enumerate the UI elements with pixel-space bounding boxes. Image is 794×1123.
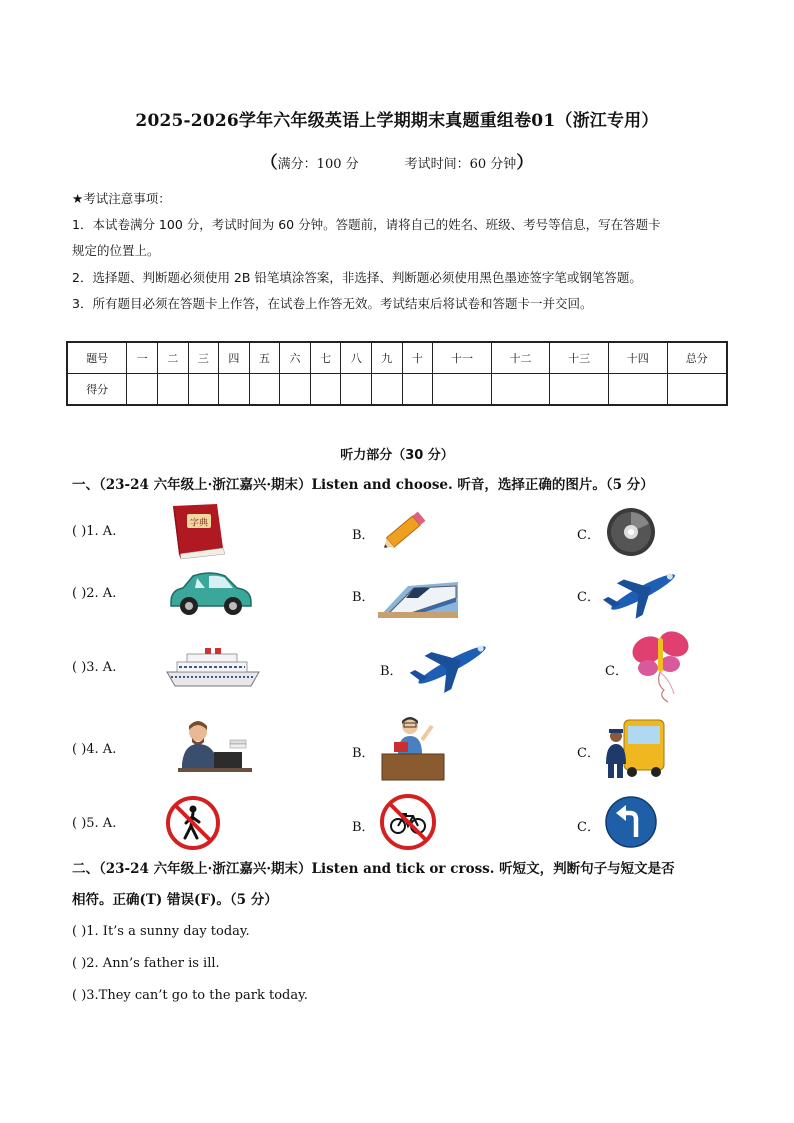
score-cell[interactable] [491, 374, 550, 406]
tf-item-1: ( )1. It’s a sunny day today. [72, 924, 250, 939]
score-table-score-row [67, 374, 727, 406]
note-1-cont: 规定的位置上。 [72, 243, 160, 258]
full-score: 满分：100 分 [277, 157, 359, 172]
score-cell[interactable] [249, 374, 280, 406]
score-cell[interactable] [341, 374, 372, 406]
notes-heading: ★考试注意事项： [72, 191, 171, 206]
score-cell[interactable] [188, 374, 219, 406]
page-title: 2025-2026学年六年级英语上学期期末真题重组卷01（浙江专用） [135, 111, 659, 131]
turn-left-sign-icon[interactable] [604, 795, 658, 849]
part2-heading-line2: 相符。正确(T) 错误(F)。（5 分） [72, 892, 278, 908]
teacher-icon[interactable] [380, 712, 446, 782]
score-cell[interactable] [608, 374, 667, 406]
plane-icon[interactable] [408, 638, 496, 692]
q2-option-b: B． [352, 590, 375, 605]
note-1: 1．本试卷满分 100 分，考试时间为 60 分钟。答题前，请将自己的姓名、班级、考号等信息，写在答题卡 [72, 217, 661, 232]
q3-option-b: B． [380, 664, 403, 679]
note-2: 2．选择题、判断题必须使用 2B 铅笔填涂答案，非选择、判断题必须使用黑色墨迹签字笔或钢笔答题。 [72, 270, 642, 285]
ship-icon[interactable] [165, 646, 261, 690]
exam-time: 考试时间：60 分钟 [404, 157, 517, 172]
paren-close: ） [516, 153, 534, 173]
header-cell: 四 [219, 342, 250, 374]
q5-label: ( )5. A. [72, 816, 117, 831]
note-3: 3．所有题目必须在答题卡上作答，在试卷上作答无效。考试结束后将试卷和答题卡一并交回。 [72, 296, 593, 311]
q5-option-b: B． [352, 820, 375, 835]
bus-driver-icon[interactable] [604, 716, 666, 780]
q3-option-c: C． [605, 664, 628, 679]
score-cell[interactable] [667, 374, 727, 406]
q2-option-c: C． [577, 590, 600, 605]
part2-heading-line1: 二、（23-24 六年级上·浙江嘉兴·期末）Listen and tick or cross. 听短文，判断句子与短文是否 [72, 861, 675, 877]
q5-option-c: C． [577, 820, 600, 835]
score-cell[interactable] [372, 374, 403, 406]
car-icon[interactable] [165, 568, 255, 618]
tf-item-2: ( )2. Ann’s father is ill. [72, 956, 220, 971]
score-cell[interactable] [127, 374, 158, 406]
no-pedestrian-sign-icon[interactable] [166, 796, 220, 850]
office-worker-icon[interactable] [170, 718, 252, 780]
svg-text:字典: 字典 [189, 518, 209, 529]
header-cell: 九 [372, 342, 403, 374]
score-cell[interactable] [402, 374, 433, 406]
header-cell: 十三 [550, 342, 609, 374]
score-cell[interactable] [550, 374, 609, 406]
q4-label: ( )4. A. [72, 742, 117, 757]
section-title: 听力部分（30 分） [340, 448, 454, 463]
pencil-icon[interactable] [378, 508, 430, 554]
header-cell: 十四 [608, 342, 667, 374]
score-table-header-row [67, 342, 727, 374]
score-cell[interactable] [219, 374, 250, 406]
q1-option-c: C． [577, 528, 600, 543]
q1-option-b: B． [352, 528, 375, 543]
score-cell[interactable] [280, 374, 311, 406]
q3-label: ( )3. A. [72, 660, 117, 675]
tf-item-3: ( )3.They can’t go to the park today. [72, 988, 308, 1003]
header-cell: 十 [402, 342, 433, 374]
paren-open: （ [260, 153, 278, 173]
q4-option-c: C． [577, 746, 600, 761]
dictionary-icon[interactable] [165, 502, 227, 560]
q2-label: ( )2. A. [72, 586, 117, 601]
plane-icon[interactable] [602, 566, 684, 618]
cd-icon[interactable] [605, 506, 657, 558]
q4-option-b: B． [352, 746, 375, 761]
score-cell[interactable] [157, 374, 188, 406]
score-cell[interactable] [433, 374, 492, 406]
header-cell: 十二 [491, 342, 550, 374]
score-cell[interactable] [310, 374, 341, 406]
part1-heading: 一、（23-24 六年级上·浙江嘉兴·期末）Listen and choose. 听音，选择正确的图片。（5 分） [72, 477, 654, 493]
header-cell: 十一 [433, 342, 492, 374]
header-cell: 二 [157, 342, 188, 374]
header-cell: 一 [127, 342, 158, 374]
header-cell: 八 [341, 342, 372, 374]
header-cell: 六 [280, 342, 311, 374]
kite-icon[interactable] [630, 628, 692, 702]
score-table [66, 341, 728, 406]
header-cell: 三 [188, 342, 219, 374]
row-label: 得分 [67, 374, 127, 406]
header-cell: 五 [249, 342, 280, 374]
header-cell: 总分 [667, 342, 727, 374]
train-icon[interactable] [378, 568, 458, 618]
q1-label: ( )1. A. [72, 524, 117, 539]
header-cell: 七 [310, 342, 341, 374]
no-bicycle-sign-icon[interactable] [380, 794, 436, 850]
exam-info [0, 148, 794, 173]
header-cell: 题号 [67, 342, 127, 374]
